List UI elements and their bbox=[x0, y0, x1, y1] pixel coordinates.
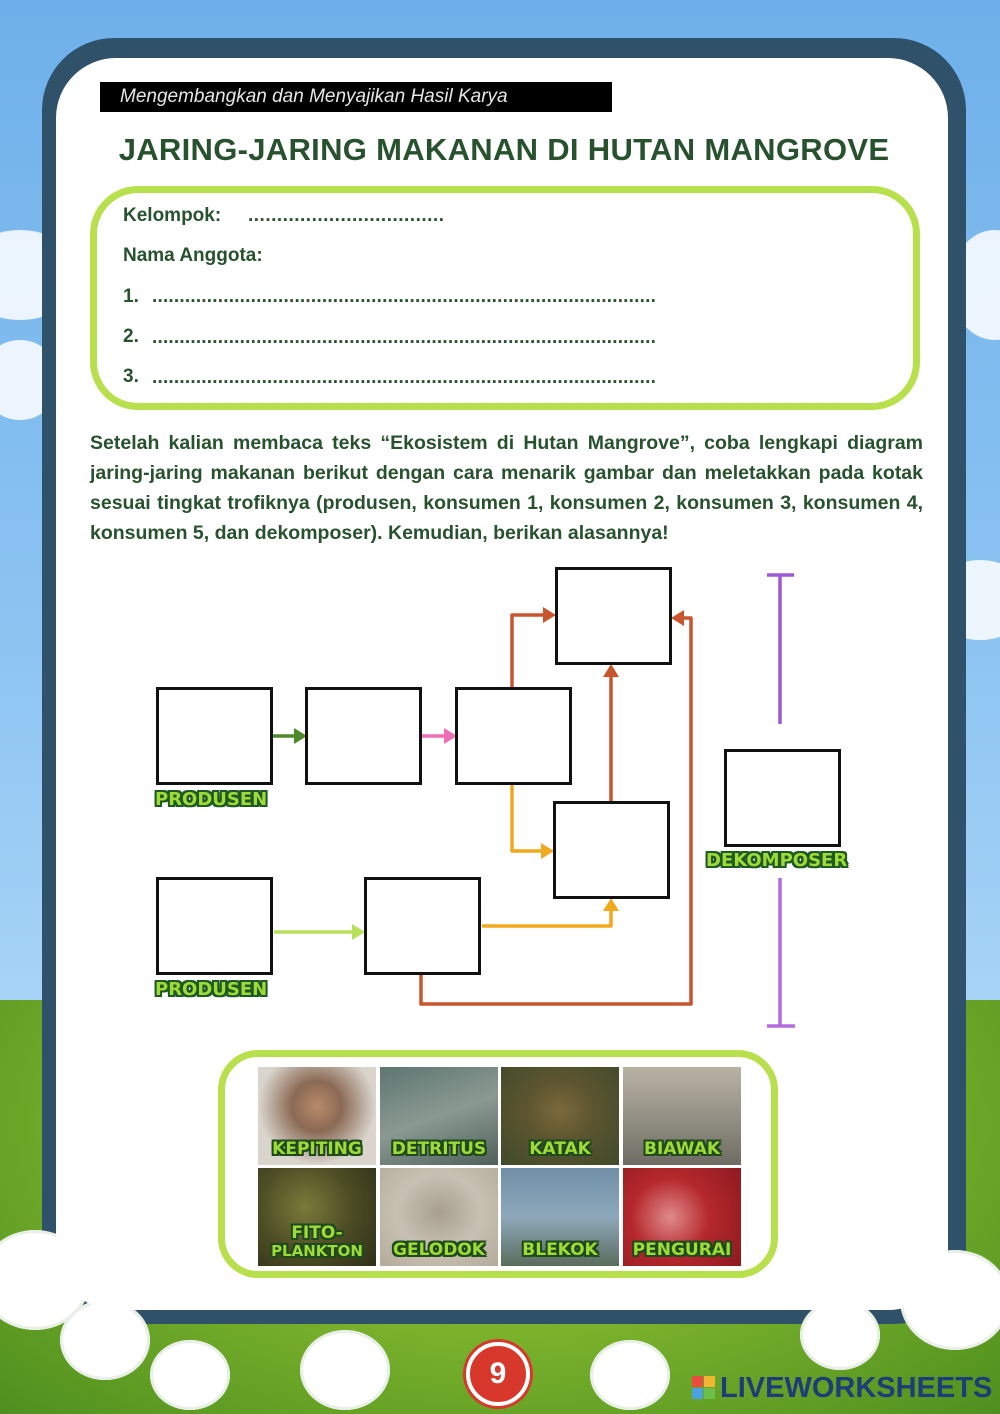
member-number: 3. bbox=[123, 366, 139, 387]
flower bbox=[300, 1330, 390, 1410]
liveworksheets-logo-icon bbox=[692, 1376, 716, 1400]
tile-label: PENGURAI bbox=[632, 1240, 732, 1260]
drop-box-produsen-2[interactable] bbox=[156, 877, 273, 975]
tile-label: BIAWAK bbox=[644, 1139, 720, 1159]
group-label: Kelompok: bbox=[123, 205, 222, 226]
member-name-field[interactable]: ............................................................................................ bbox=[152, 286, 657, 307]
drop-box-middle[interactable] bbox=[553, 801, 670, 899]
producer-label: PRODUSEN bbox=[155, 979, 268, 1000]
section-tag: Mengembangkan dan Menyajikan Hasil Karya bbox=[100, 82, 612, 112]
tile-label: KEPITING bbox=[272, 1139, 362, 1159]
tile-pengurai[interactable] bbox=[623, 1168, 741, 1266]
group-name-field[interactable]: .................................. bbox=[248, 205, 445, 226]
tile-gelodok[interactable] bbox=[380, 1168, 498, 1266]
instruction-text: Setelah kalian membaca teks “Ekosistem di Hutan Mangrove”, coba lengkapi diagram jaring-jaring makanan berikut dengan cara menarik gambar dan meletakkan pada kotak sesuai tingkat trofiknya (produsen, konsumen 1, konsumen 2, konsumen 3, konsumen 4, konsumen 5, dan dekomposer). Kemudian, berikan alasannya! bbox=[90, 432, 923, 544]
drop-box-produsen-1[interactable] bbox=[156, 687, 273, 785]
tile-blekok[interactable] bbox=[501, 1168, 619, 1266]
producer-label: PRODUSEN bbox=[155, 789, 268, 810]
tile-fitoplankton[interactable] bbox=[258, 1168, 376, 1266]
drop-box-top[interactable] bbox=[555, 567, 672, 665]
tile-label: GELODOK bbox=[393, 1240, 485, 1260]
drop-box-decomposer[interactable] bbox=[724, 749, 841, 847]
member-name-field[interactable]: ............................................................................................ bbox=[152, 367, 657, 388]
flower bbox=[150, 1340, 230, 1410]
tile-kepiting[interactable] bbox=[258, 1067, 376, 1165]
members-label: Nama Anggota: bbox=[123, 245, 263, 266]
flower bbox=[800, 1300, 880, 1370]
tile-katak[interactable] bbox=[501, 1067, 619, 1165]
tile-label: FITO- bbox=[291, 1223, 343, 1243]
member-number: 1. bbox=[123, 286, 139, 307]
member-name-field[interactable]: ............................................................................................ bbox=[152, 327, 657, 348]
tile-biawak[interactable] bbox=[623, 1067, 741, 1165]
flower bbox=[590, 1340, 670, 1410]
drop-box-row1-3[interactable] bbox=[455, 687, 572, 785]
page-number-badge: 9 bbox=[466, 1342, 530, 1406]
decomposer-label: DEKOMPOSER bbox=[706, 850, 848, 871]
page-title: JARING-JARING MAKANAN DI HUTAN MANGROVE bbox=[118, 132, 890, 167]
tile-label-line2: PLANKTON bbox=[271, 1242, 363, 1260]
drop-box-row1-2[interactable] bbox=[305, 687, 422, 785]
tile-detritus[interactable] bbox=[380, 1067, 498, 1165]
member-number: 2. bbox=[123, 326, 139, 347]
tile-label: DETRITUS bbox=[391, 1139, 487, 1159]
flower bbox=[60, 1300, 150, 1380]
tile-label: KATAK bbox=[529, 1139, 591, 1159]
brand-wordmark[interactable]: LIVEWORKSHEETS bbox=[720, 1372, 993, 1404]
tile-label: BLEKOK bbox=[522, 1240, 598, 1260]
drop-box-row2-2[interactable] bbox=[364, 877, 481, 975]
